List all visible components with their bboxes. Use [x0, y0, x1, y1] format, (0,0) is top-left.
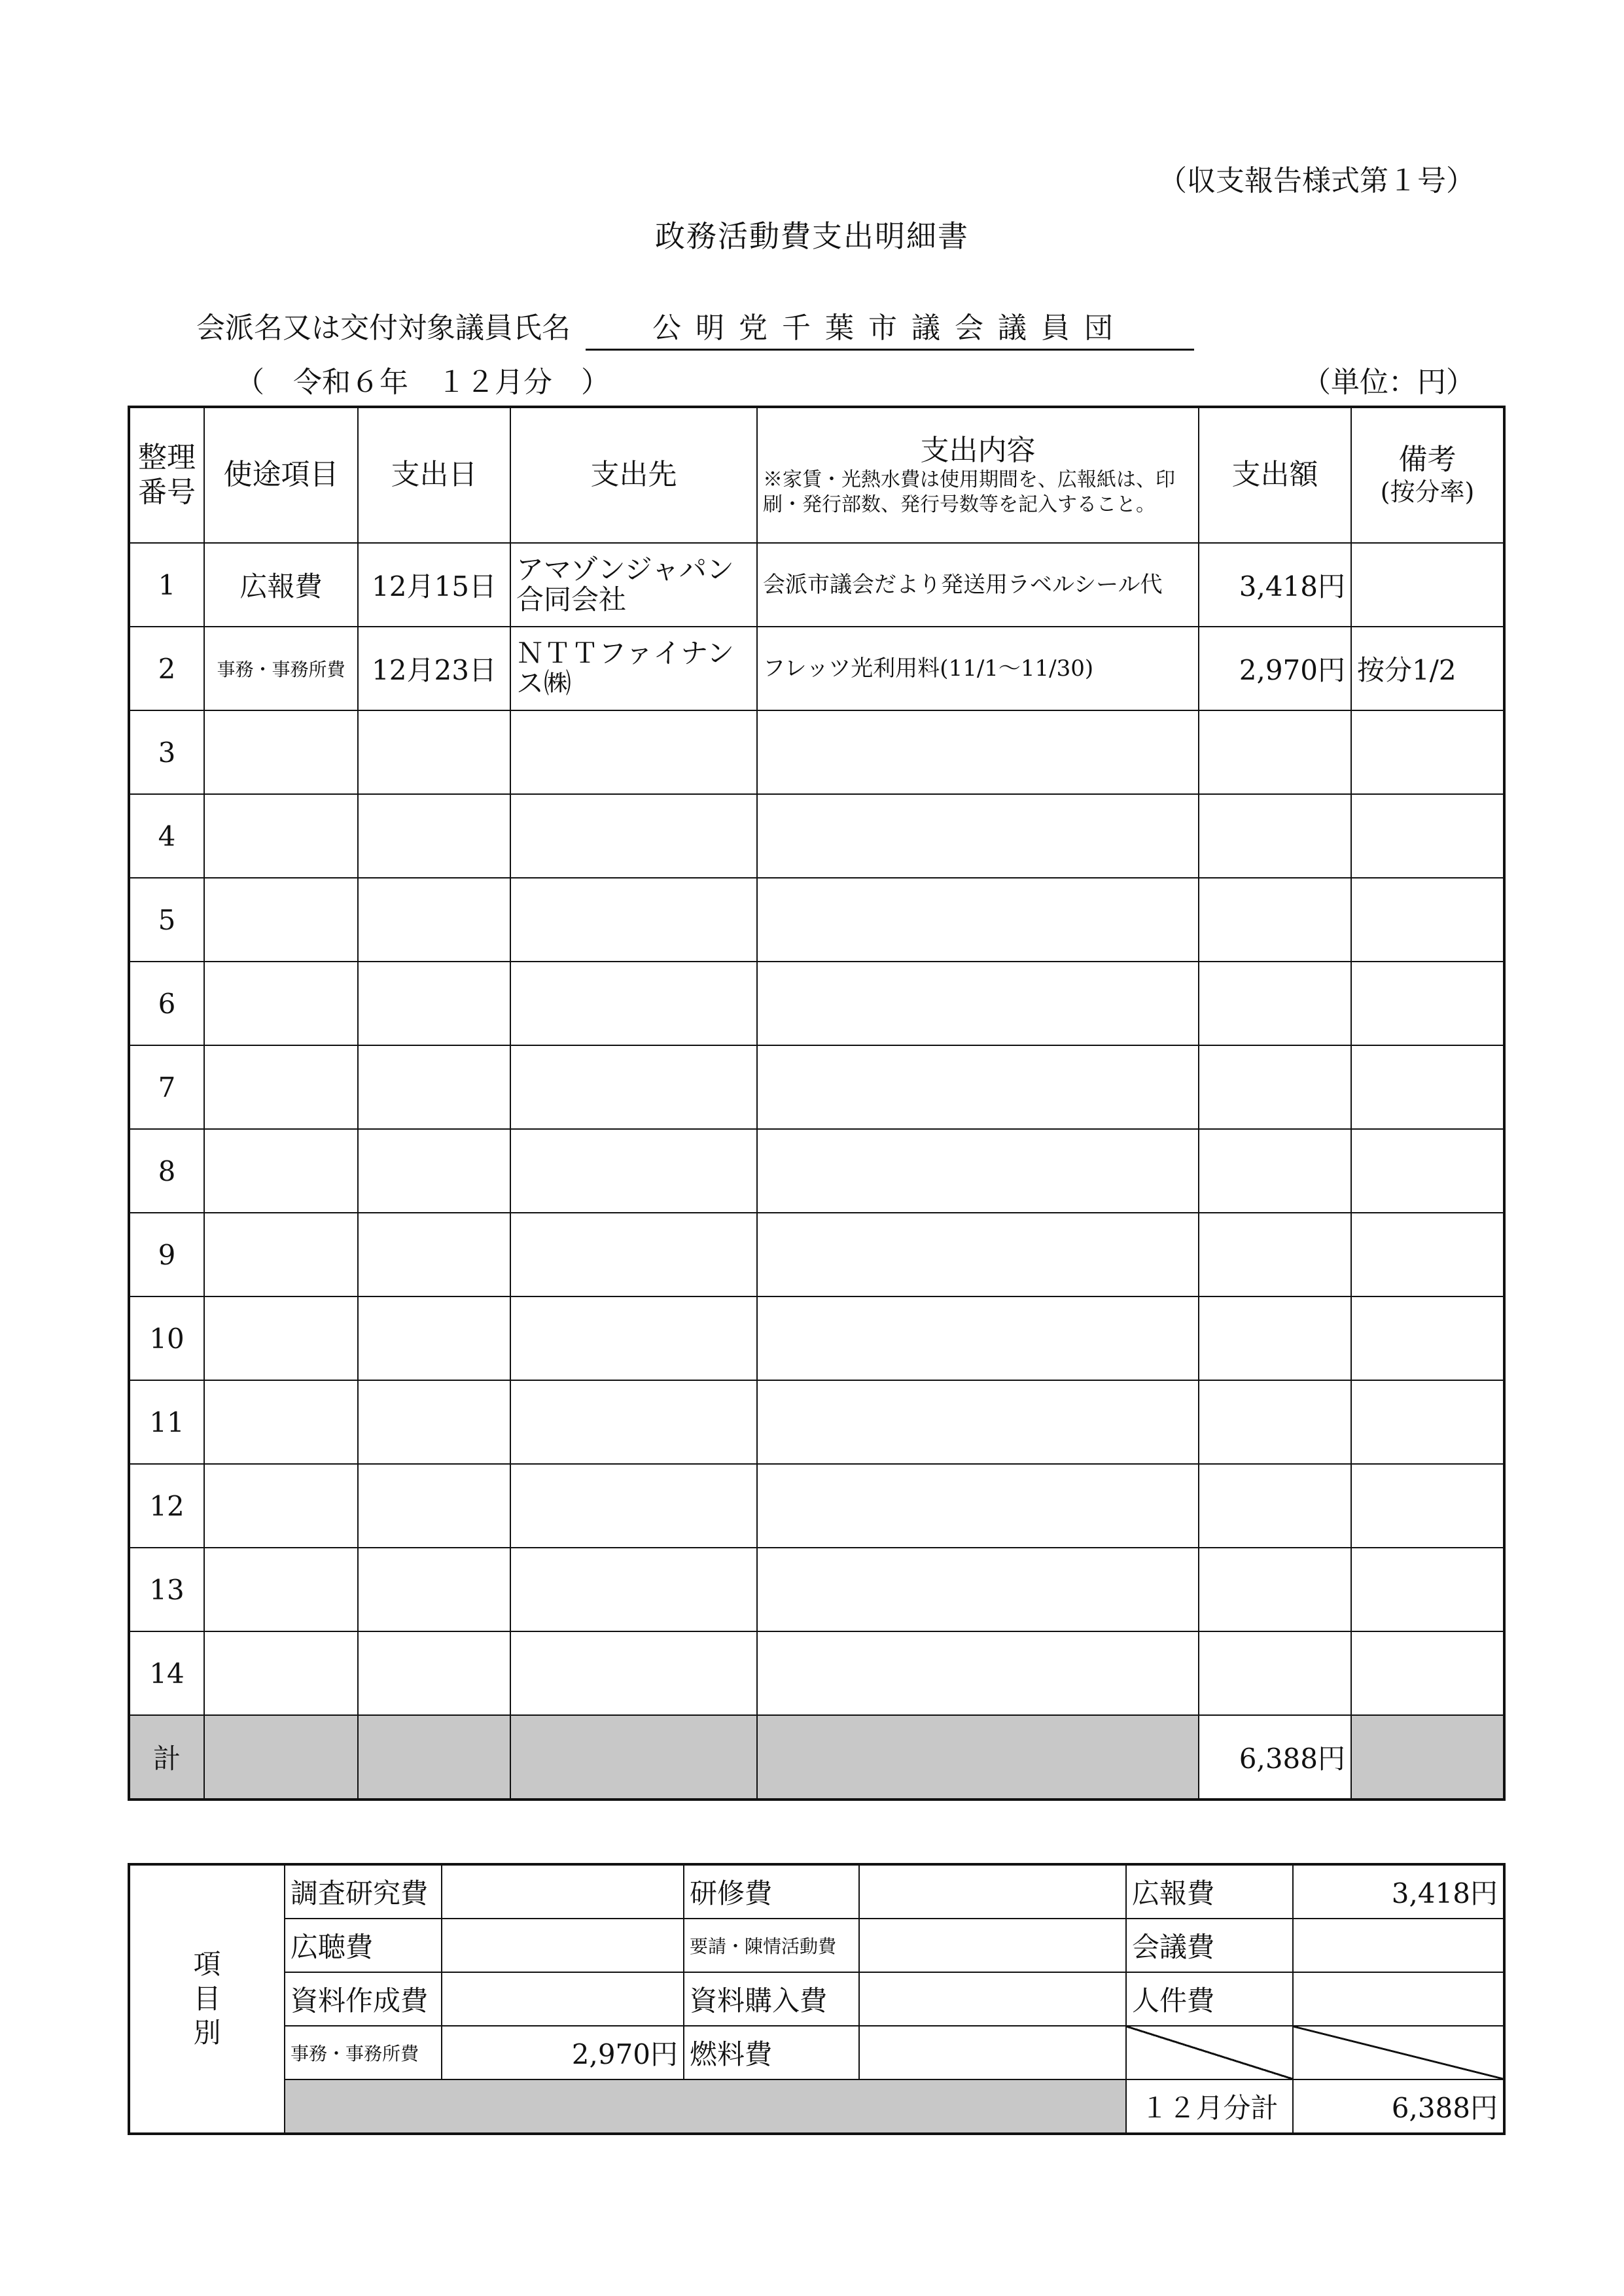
row-remarks	[1351, 962, 1504, 1045]
row-payee	[510, 1296, 757, 1380]
row-date	[358, 878, 510, 962]
summary-row	[129, 1972, 1504, 2026]
header-category: 使途項目	[204, 407, 358, 543]
row-payee	[510, 710, 757, 794]
header-payee: 支出先	[510, 407, 757, 543]
row-category	[204, 1129, 358, 1213]
row-number: 14	[129, 1631, 204, 1715]
table-row	[129, 1213, 1504, 1296]
row-remarks	[1351, 1548, 1504, 1631]
row-payee	[510, 1213, 757, 1296]
row-content	[757, 1296, 1199, 1380]
row-category	[204, 1296, 358, 1380]
summary-category-label: 要請・陳情活動費	[684, 1919, 859, 1972]
row-date: 12月23日	[358, 627, 510, 710]
header-content	[757, 407, 1199, 543]
summary-category-value	[442, 1919, 684, 1972]
row-content	[757, 1548, 1199, 1631]
faction-label: 会派名又は交付対象議員氏名	[196, 311, 571, 345]
summary-category-label: 研修費	[684, 1864, 859, 1919]
row-date	[358, 1380, 510, 1464]
row-number: 11	[129, 1380, 204, 1464]
row-payee	[510, 794, 757, 878]
row-payee	[510, 878, 757, 962]
row-amount	[1199, 1213, 1351, 1296]
currency-unit: （単位：円）	[1302, 366, 1475, 399]
row-remarks	[1351, 1380, 1504, 1464]
row-payee	[510, 962, 757, 1045]
row-payee: アマゾンジャパン合同会社	[510, 543, 757, 627]
summary-category-value	[1293, 1919, 1504, 1972]
row-remarks: 按分1/2	[1351, 627, 1504, 710]
row-remarks	[1351, 1213, 1504, 1296]
header-date: 支出日	[358, 407, 510, 543]
row-category	[204, 1045, 358, 1129]
row-category: 事務・事務所費	[204, 627, 358, 710]
row-content	[757, 962, 1199, 1045]
row-number: 12	[129, 1464, 204, 1548]
row-amount: 3,418円	[1199, 543, 1351, 627]
summary-category-label: 資料作成費	[285, 1972, 442, 2026]
row-remarks	[1351, 543, 1504, 627]
total-blank	[510, 1715, 757, 1800]
row-number: 8	[129, 1129, 204, 1213]
table-row	[129, 1631, 1504, 1715]
row-amount	[1199, 962, 1351, 1045]
header-remarks-title: 備考	[1398, 443, 1456, 477]
expenditure-table	[128, 406, 1506, 1801]
row-content: フレッツ光利用料(11/1～11/30)	[757, 627, 1199, 710]
row-number: 9	[129, 1213, 204, 1296]
table-row	[129, 710, 1504, 794]
row-category	[204, 1548, 358, 1631]
row-number: 3	[129, 710, 204, 794]
header-content-title: 支出内容	[920, 433, 1036, 467]
monthly-total-label: １２月分計	[1126, 2079, 1293, 2134]
row-amount	[1199, 1464, 1351, 1548]
row-remarks	[1351, 1464, 1504, 1548]
summary-category-value	[859, 2026, 1126, 2079]
summary-category-label: 広報費	[1126, 1864, 1293, 1919]
table-row	[129, 1380, 1504, 1464]
row-amount	[1199, 794, 1351, 878]
row-amount	[1199, 1380, 1351, 1464]
summary-category-label: 資料購入費	[684, 1972, 859, 2026]
row-content	[757, 1631, 1199, 1715]
report-period: （ 令和６年 １２月分 ）	[236, 366, 610, 399]
summary-category-value	[859, 1919, 1126, 1972]
row-category	[204, 962, 358, 1045]
row-date	[358, 710, 510, 794]
row-content	[757, 1129, 1199, 1213]
summary-side-label: 項 目 別	[129, 1864, 285, 2134]
row-date	[358, 794, 510, 878]
row-category	[204, 794, 358, 878]
row-payee	[510, 1380, 757, 1464]
row-amount	[1199, 1631, 1351, 1715]
total-blank	[757, 1715, 1199, 1800]
row-amount: 2,970円	[1199, 627, 1351, 710]
page-title: 政務活動費支出明細書	[655, 218, 969, 254]
summary-category-value: 3,418円	[1293, 1864, 1504, 1919]
row-remarks	[1351, 794, 1504, 878]
total-amount: 6,388円	[1199, 1715, 1351, 1800]
summary-category-label: 会議費	[1126, 1919, 1293, 1972]
summary-category-value	[442, 1972, 684, 2026]
table-row	[129, 878, 1504, 962]
row-payee	[510, 1045, 757, 1129]
row-date	[358, 1464, 510, 1548]
row-remarks	[1351, 1045, 1504, 1129]
row-remarks	[1351, 1631, 1504, 1715]
total-row	[129, 1715, 1504, 1800]
total-blank	[358, 1715, 510, 1800]
row-number: 7	[129, 1045, 204, 1129]
row-date: 12月15日	[358, 543, 510, 627]
row-number: 6	[129, 962, 204, 1045]
row-date	[358, 1548, 510, 1631]
summary-category-label: 燃料費	[684, 2026, 859, 2079]
row-number: 2	[129, 627, 204, 710]
summary-category-label: 事務・事務所費	[285, 2026, 442, 2079]
monthly-total-row	[129, 2079, 1504, 2134]
header-remarks-sub: (按分率)	[1380, 478, 1475, 507]
row-number: 13	[129, 1548, 204, 1631]
summary-row	[129, 1919, 1504, 1972]
row-content	[757, 1464, 1199, 1548]
row-category: 広報費	[204, 543, 358, 627]
row-amount	[1199, 1548, 1351, 1631]
row-content	[757, 794, 1199, 878]
row-date	[358, 1296, 510, 1380]
total-label: 計	[129, 1715, 204, 1800]
header-remarks	[1351, 407, 1504, 543]
table-row	[129, 1129, 1504, 1213]
row-payee	[510, 1129, 757, 1213]
row-amount	[1199, 710, 1351, 794]
table-row	[129, 794, 1504, 878]
category-summary-table	[128, 1863, 1506, 2135]
row-content	[757, 1045, 1199, 1129]
row-content	[757, 710, 1199, 794]
row-category	[204, 1631, 358, 1715]
table-row	[129, 543, 1504, 627]
header-no: 整理 番号	[129, 407, 204, 543]
total-blank	[204, 1715, 358, 1800]
table-row	[129, 962, 1504, 1045]
row-category	[204, 1213, 358, 1296]
summary-category-value	[859, 1864, 1126, 1919]
row-number: 4	[129, 794, 204, 878]
row-payee	[510, 1548, 757, 1631]
summary-row	[129, 2026, 1504, 2079]
summary-gray-blank	[285, 2079, 1126, 2134]
row-number: 5	[129, 878, 204, 962]
table-row	[129, 627, 1504, 710]
row-date	[358, 1129, 510, 1213]
summary-category-label: 調査研究費	[285, 1864, 442, 1919]
row-amount	[1199, 1045, 1351, 1129]
summary-row	[129, 1864, 1504, 1919]
header-amount: 支出額	[1199, 407, 1351, 543]
row-date	[358, 962, 510, 1045]
summary-category-value	[442, 1864, 684, 1919]
diagonal-blank	[1293, 2026, 1504, 2079]
row-content	[757, 1213, 1199, 1296]
summary-category-value	[859, 1972, 1126, 2026]
row-payee	[510, 1631, 757, 1715]
form-number: （収支報告様式第１号）	[1158, 164, 1475, 198]
row-category	[204, 878, 358, 962]
row-amount	[1199, 1296, 1351, 1380]
summary-category-label: 広聴費	[285, 1919, 442, 1972]
row-number: 10	[129, 1296, 204, 1380]
row-payee: ＮＴＴファイナンス㈱	[510, 627, 757, 710]
row-payee	[510, 1464, 757, 1548]
row-content	[757, 1380, 1199, 1464]
table-row	[129, 1548, 1504, 1631]
row-date	[358, 1213, 510, 1296]
row-amount	[1199, 878, 1351, 962]
row-category	[204, 1380, 358, 1464]
row-content	[757, 878, 1199, 962]
row-remarks	[1351, 1296, 1504, 1380]
row-category	[204, 710, 358, 794]
row-date	[358, 1045, 510, 1129]
summary-category-value	[1293, 1972, 1504, 2026]
row-number: 1	[129, 543, 204, 627]
row-date	[358, 1631, 510, 1715]
row-remarks	[1351, 710, 1504, 794]
diagonal-blank	[1126, 2026, 1293, 2079]
row-remarks	[1351, 1129, 1504, 1213]
summary-category-value: 2,970円	[442, 2026, 684, 2079]
table-row	[129, 1296, 1504, 1380]
faction-name: 公明党千葉市議会議員団	[586, 304, 1194, 351]
summary-category-label: 人件費	[1126, 1972, 1293, 2026]
header-content-note: ※家賃・光熱水費は使用期間を、広報紙は、印刷・発行部数、発行号数等を記入すること。	[763, 468, 1175, 516]
total-blank	[1351, 1715, 1504, 1800]
row-amount	[1199, 1129, 1351, 1213]
row-content: 会派市議会だより発送用ラベルシール代	[757, 543, 1199, 627]
row-remarks	[1351, 878, 1504, 962]
monthly-total-value: 6,388円	[1293, 2079, 1504, 2134]
table-row	[129, 1464, 1504, 1548]
row-category	[204, 1464, 358, 1548]
table-header-row	[129, 407, 1504, 543]
table-row	[129, 1045, 1504, 1129]
